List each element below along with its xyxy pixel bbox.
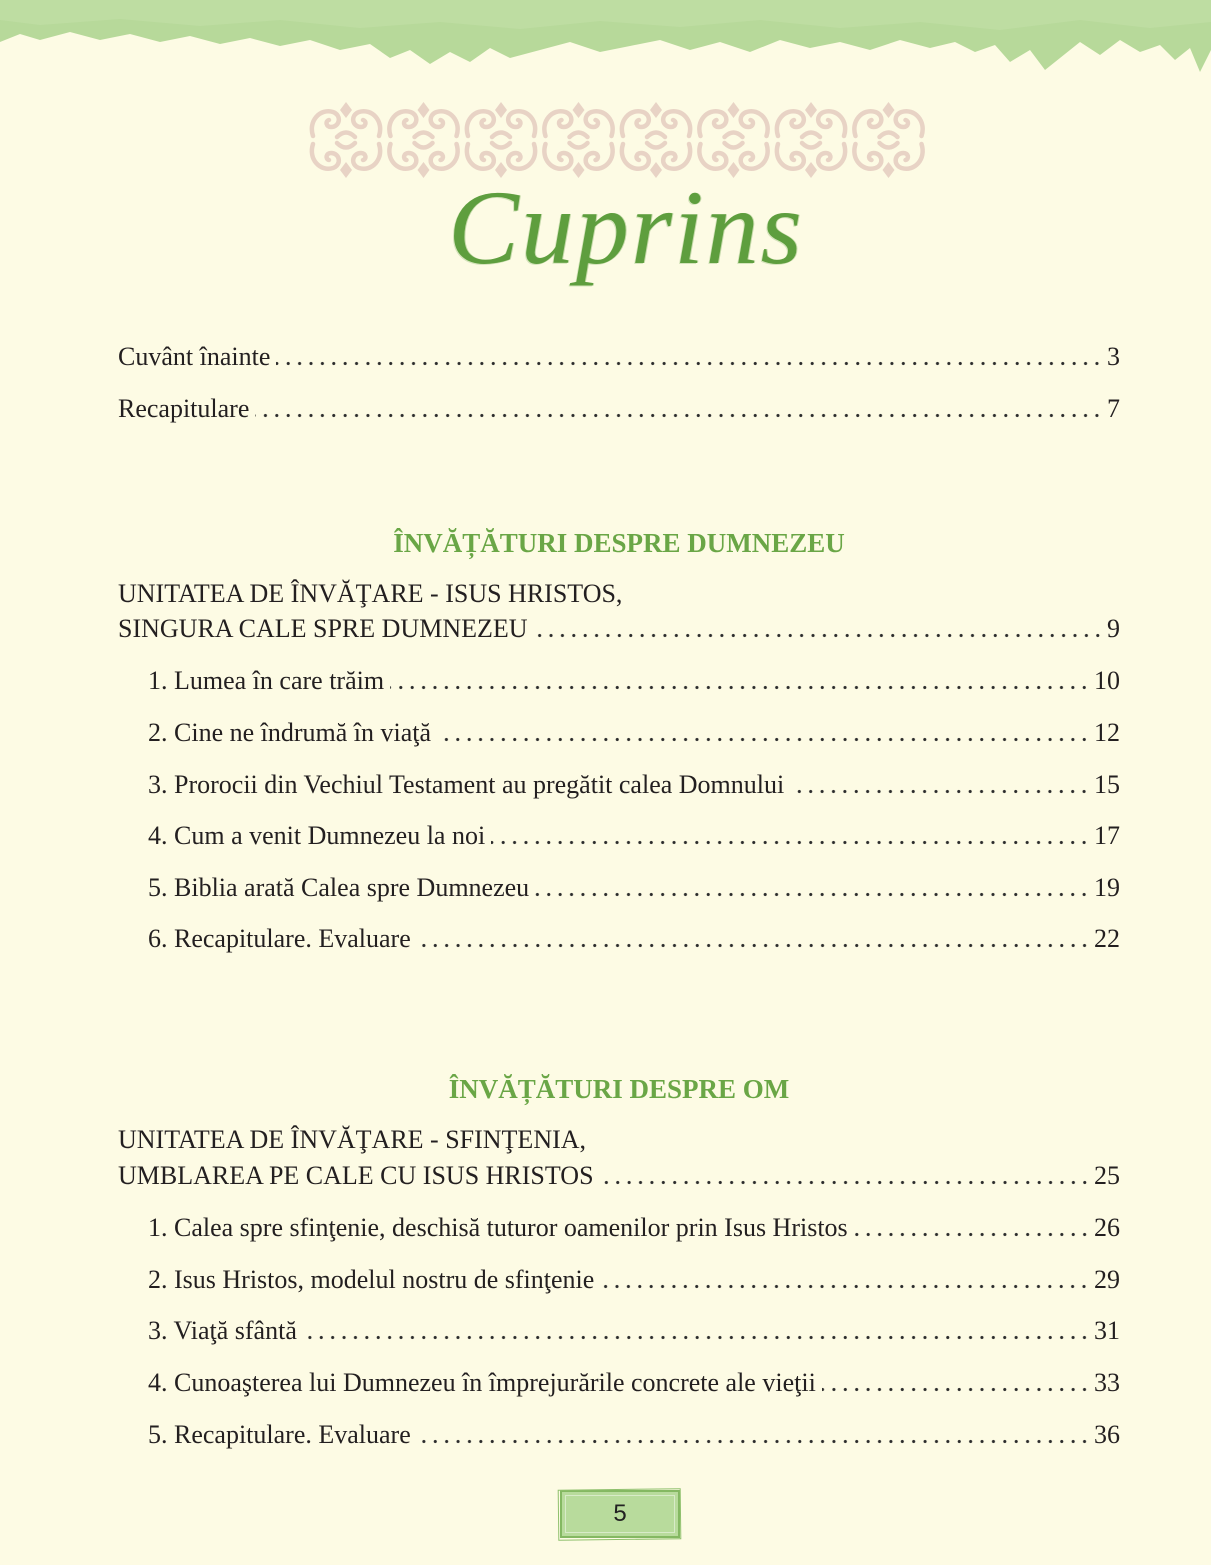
ornament-diamond: [495, 102, 507, 118]
ornament-stroke: [663, 111, 690, 136]
section-heading: ÎNVĂȚĂTURI DESPRE OM: [448, 1074, 790, 1104]
ornament-stroke: [622, 144, 649, 169]
ornament-motif: [854, 102, 922, 137]
toc-lesson: [148, 924, 1120, 954]
ornament-stroke: [492, 133, 510, 138]
ornament-stroke: [431, 111, 458, 136]
ornament-diamond: [728, 102, 740, 118]
dot-leader: [790, 770, 1090, 800]
toc-entry-label: 2. Isus Hristos, modelul nostru de sfinţenie: [148, 1265, 595, 1294]
ornament-stroke: [544, 144, 571, 169]
toc-lesson: [148, 821, 1120, 851]
ornament-stroke: [353, 144, 380, 169]
dot-leader: [437, 718, 1090, 748]
dot-leader: [276, 342, 1103, 372]
ornament-stroke: [741, 144, 768, 169]
ornament-diamond: [418, 102, 430, 118]
ornament-stroke: [880, 143, 898, 148]
ornament-motif: [544, 102, 612, 137]
ornament-stroke: [570, 143, 588, 148]
toc-entry-page: 7: [1107, 394, 1120, 423]
ornament-stroke: [741, 111, 768, 136]
toc-entry-label: Recapitulare: [118, 394, 250, 423]
toc-entry-page: 10: [1094, 666, 1120, 695]
ornament-stroke: [818, 111, 845, 136]
toc-entry: [118, 614, 1120, 644]
toc-lesson: [148, 1420, 1120, 1450]
ornament-diamond: [340, 102, 352, 118]
ornament-stroke: [415, 143, 433, 148]
ornament-stroke: [896, 111, 923, 136]
toc-entry-label: 3. Viaţă sfântă: [148, 1316, 297, 1345]
toc-lesson: [148, 1265, 1120, 1295]
toc-entry-label: 1. Calea spre sfinţenie, deschisă tuturor oamenilor prin Isus Hristos: [148, 1213, 848, 1242]
toc-entry-page: 29: [1094, 1265, 1120, 1294]
ornament-stroke: [467, 111, 494, 136]
ornament-stroke: [467, 144, 494, 169]
unit-title-line: [118, 1125, 1120, 1155]
ornament-stroke: [777, 144, 804, 169]
ornament-stroke: [818, 144, 845, 169]
ornament-stroke: [622, 111, 649, 136]
toc-entry-label: 5. Recapitulare. Evaluare: [148, 1420, 411, 1449]
ornament-stroke: [647, 133, 665, 138]
dot-leader: [534, 614, 1103, 644]
dot-leader: [303, 1316, 1090, 1346]
toc-entry-page: 9: [1107, 614, 1120, 643]
dot-leader: [417, 1420, 1090, 1450]
toc-entry-label: 2. Cine ne îndrumă în viaţă: [148, 718, 432, 747]
ornament-stroke: [725, 133, 743, 138]
ornament-stroke: [492, 143, 510, 148]
dot-leader: [491, 821, 1090, 851]
toc-lesson: [148, 873, 1120, 903]
toc-lesson: [148, 1368, 1120, 1398]
toc-entry-page: 22: [1094, 924, 1120, 953]
toc-entry-page: 19: [1094, 873, 1120, 902]
ornament-stroke: [647, 143, 665, 148]
ornament-stroke: [802, 133, 820, 138]
ornament-stroke: [508, 111, 535, 136]
ornament-motif: [312, 102, 380, 137]
unit-title-line: [118, 579, 1120, 609]
toc-entry-label: 3. Prorocii din Vechiul Testament au pregătit calea Domnului: [148, 770, 785, 799]
toc-entry-label: 5. Biblia arată Calea spre Dumnezeu: [148, 873, 530, 902]
toc-entry-page: 33: [1094, 1368, 1120, 1397]
ornament-stroke: [586, 144, 613, 169]
toc-entry-label: 6. Recapitulare. Evaluare: [148, 924, 411, 953]
ornament-stroke: [896, 144, 923, 169]
toc-entry-label: Cuvânt înainte: [118, 342, 271, 371]
toc-entry-page: 26: [1094, 1213, 1120, 1242]
ornament-stroke: [663, 144, 690, 169]
toc-entry-page: 12: [1094, 718, 1120, 747]
ornament-stroke: [880, 133, 898, 138]
ornament-diamond: [573, 102, 585, 118]
ornament-diamond: [805, 102, 817, 118]
ornament-stroke: [389, 111, 416, 136]
ornament-stroke: [699, 144, 726, 169]
toc-entry-page: 17: [1094, 821, 1120, 850]
ornament-motif: [389, 102, 457, 137]
page-number: 5: [560, 1490, 680, 1538]
toc-entry-page: 25: [1094, 1161, 1120, 1190]
dot-leader: [255, 394, 1103, 424]
ornament-stroke: [854, 144, 881, 169]
ornament-stroke: [312, 144, 339, 169]
toc-entry-label: 1. Lumea în care trăim: [148, 666, 385, 695]
toc-lesson: [148, 1213, 1120, 1243]
ornament-stroke: [699, 111, 726, 136]
ornament-stroke: [854, 111, 881, 136]
ornament-stroke: [389, 144, 416, 169]
section-heading: ÎNVĂȚĂTURI DESPRE DUMNEZEU: [393, 528, 845, 558]
ornament-stroke: [777, 111, 804, 136]
ornament-stroke: [586, 111, 613, 136]
toc-entry-page: 36: [1094, 1420, 1120, 1449]
unit-title-text: UNITATEA DE ÎNVĂŢARE - ISUS HRISTOS,: [118, 579, 623, 608]
ornament-stroke: [337, 133, 355, 138]
ornament-stroke: [431, 144, 458, 169]
ornament-stroke: [337, 143, 355, 148]
toc-entry: [118, 342, 1120, 372]
dot-leader: [417, 924, 1090, 954]
dot-leader: [854, 1213, 1090, 1243]
ornament-stroke: [802, 143, 820, 148]
toc-entry-page: 31: [1094, 1316, 1120, 1345]
dot-leader: [600, 1265, 1090, 1295]
unit-title-text: SINGURA CALE SPRE DUMNEZEU: [118, 614, 528, 643]
ornament-motif: [699, 102, 767, 137]
toc-entry-label: 4. Cum a venit Dumnezeu la noi: [148, 821, 486, 850]
toc-entry: [118, 1161, 1120, 1191]
dot-leader: [535, 873, 1090, 903]
ornament-diamond: [883, 102, 895, 118]
toc-lesson: [148, 770, 1120, 800]
ornament-motif: [777, 102, 845, 137]
ornament-stroke: [544, 111, 571, 136]
ornament-stroke: [415, 133, 433, 138]
ornament-motif: [467, 102, 535, 137]
ornament-stroke: [570, 133, 588, 138]
dot-leader: [390, 666, 1090, 696]
unit-title-text: UNITATEA DE ÎNVĂŢARE - SFINŢENIA,: [118, 1125, 587, 1154]
ornament-stroke: [725, 143, 743, 148]
ornament-stroke: [353, 111, 380, 136]
toc-lesson: [148, 1316, 1120, 1346]
toc-entry-page: 15: [1094, 770, 1120, 799]
toc-lesson: [148, 666, 1120, 696]
dot-leader: [600, 1161, 1090, 1191]
toc-entry: [118, 394, 1120, 424]
ornament-diamond: [650, 102, 662, 118]
top-torn-border: [0, 0, 1211, 80]
ornament-stroke: [508, 144, 535, 169]
dot-leader: [822, 1368, 1090, 1398]
ornament-stroke: [312, 111, 339, 136]
ornament-motif: [622, 102, 690, 137]
unit-title-text: UMBLAREA PE CALE CU ISUS HRISTOS: [118, 1161, 594, 1190]
toc-entry-page: 3: [1107, 342, 1120, 371]
page-title: Cuprins: [448, 169, 804, 286]
toc-lesson: [148, 718, 1120, 748]
toc-entry-label: 4. Cunoaşterea lui Dumnezeu în împrejurările concrete ale vieţii: [148, 1368, 816, 1397]
